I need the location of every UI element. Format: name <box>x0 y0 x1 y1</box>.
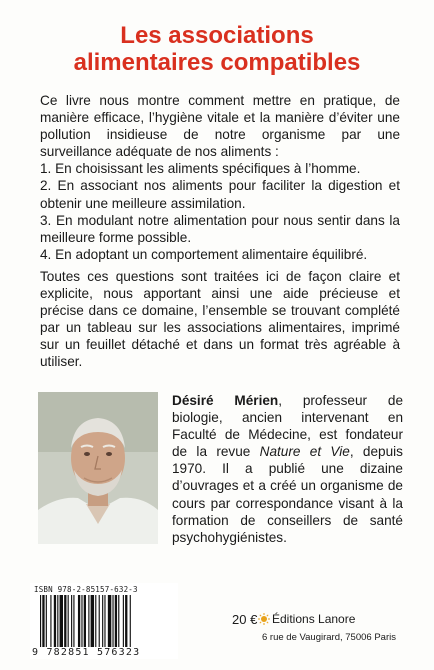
author-bio <box>172 392 403 546</box>
book-title <box>0 22 434 76</box>
intro-paragraph: Ce livre nous montre comment mettre en pratique, de manière efficace, l’hygiène vitale et la manière d’éviter une pollution insidieuse de notre organisme par une surveillance adéquate de nos aliments : <box>40 93 400 160</box>
benefit-list <box>40 160 400 263</box>
description-paragraph: Toutes ces questions sont traitées ici de façon claire et explicite, nous apportant ainsi une aide précieuse et précise dans ce domaine, l’ensemble se trouvant complété par un tableau sur les associations alimentaires, imprimé sur un feuillet détaché et dans un format très agréable à utiliser. <box>40 269 400 370</box>
publisher-address: 6 rue de Vaugirard, 75006 Paris <box>262 632 396 643</box>
list-item: 4. En adoptant un comportement alimentaire équilibré. <box>40 246 368 262</box>
title-line-2: alimentaires compatibles <box>73 49 361 76</box>
isbn-number: ISBN 978-2-85157-632-3 <box>34 585 138 594</box>
sun-logo-icon <box>258 613 270 625</box>
price: 20 € <box>232 612 258 627</box>
barcode-digits: 9 782851 576323 <box>32 647 141 658</box>
journal-name: Nature et Vie <box>259 444 350 460</box>
barcode <box>30 583 178 659</box>
author-name: Désiré Mérien <box>172 393 279 408</box>
author-portrait <box>38 392 158 544</box>
list-item: 1. En choisissant les aliments spécifiques à l’homme. <box>40 161 361 177</box>
bio-text-1: , professeur de biologie, ancien intervenant en Faculté de Médecine, est fondateur de la revue <box>172 393 403 460</box>
list-item: 3. En modulant notre alimentation pour nous sentir dans la meilleure forme possible. <box>40 212 400 245</box>
barcode-bars <box>30 595 178 653</box>
intro-section <box>40 92 400 263</box>
bio-text-2: , depuis 1970. Il a publié une dizaine d’ouvrages et a créé un organisme de cours par correspondance visant à la formation de conseillers de santé psychohygiénistes. <box>172 444 403 545</box>
list-item: 2. En associant nos aliments pour faciliter la digestion et obtenir une meilleure assimilation. <box>40 178 400 211</box>
title-line-1: Les associations <box>120 22 314 49</box>
publisher-name: Éditions Lanore <box>272 612 356 626</box>
